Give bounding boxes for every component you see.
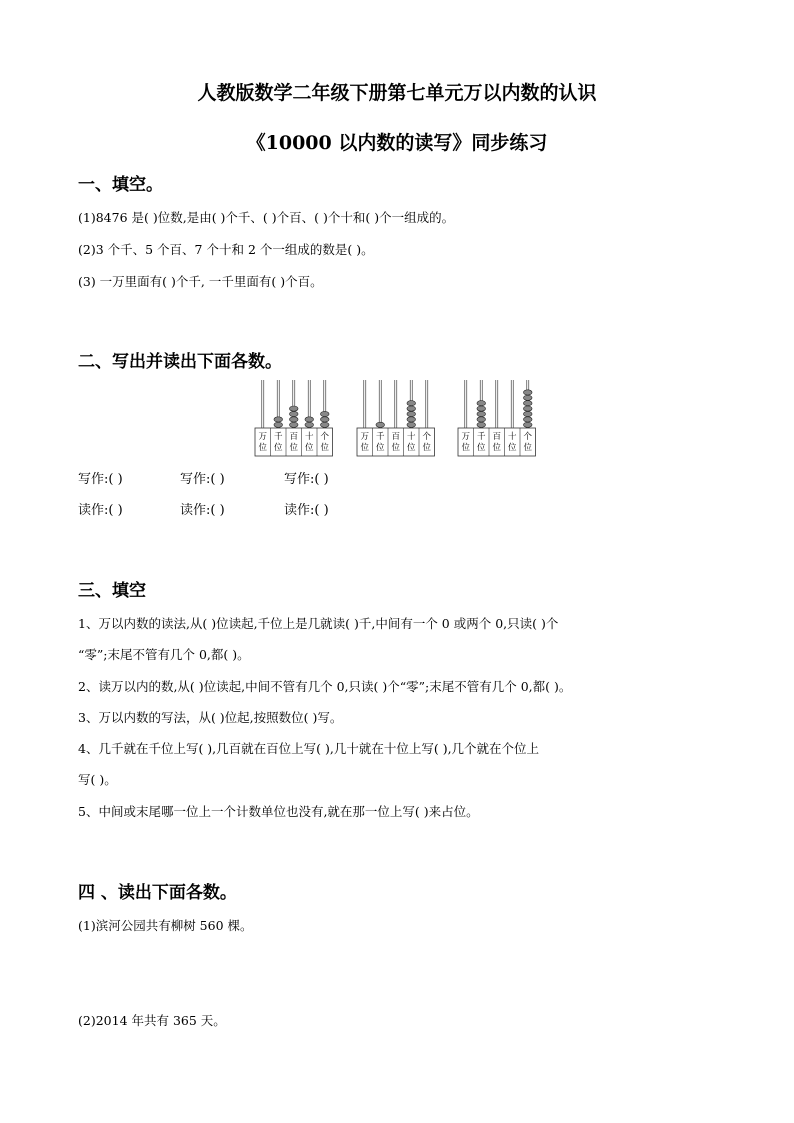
section2-heading: 二、写出并读出下面各数。 xyxy=(78,352,282,372)
abacus-bead xyxy=(477,422,486,427)
place-label: 位 xyxy=(320,443,330,453)
write-answer-1: 写作:( ) xyxy=(78,472,123,487)
place-label: 十 xyxy=(406,432,416,442)
section1-item: (1)8476 是( )位数,是由( )个千、( )个百、( )个十和( )个一组成的。 xyxy=(78,210,455,225)
place-label: 千 xyxy=(273,432,283,442)
abacus-bead xyxy=(289,406,298,411)
write-answer-3: 写作:( ) xyxy=(284,472,329,487)
abacus-bead xyxy=(477,401,486,406)
place-label: 千 xyxy=(375,432,385,442)
abacus-bead xyxy=(477,406,486,411)
section4-item: (2)2014 年共有 365 天。 xyxy=(78,1013,226,1028)
section4-heading: 四 、读出下面各数。 xyxy=(78,883,237,903)
abacus-bead xyxy=(320,417,329,422)
abacus-bead xyxy=(407,417,416,422)
read-answer-2: 读作:( ) xyxy=(180,503,225,518)
abacus-bead xyxy=(320,422,329,427)
place-label: 位 xyxy=(391,443,401,453)
section3-line: 写( )。 xyxy=(78,772,117,787)
abacus-bead xyxy=(289,422,298,427)
abacus-bead xyxy=(274,422,283,427)
place-label: 位 xyxy=(422,443,432,453)
section1-item: (3) 一万里面有( )个千, 一千里面有( )个百。 xyxy=(78,274,323,289)
section4-item: (1)滨河公园共有柳树 560 棵。 xyxy=(78,918,253,933)
abacus-bead xyxy=(407,411,416,416)
abacus-bead xyxy=(523,411,532,416)
place-label: 百 xyxy=(391,432,401,442)
place-label: 百 xyxy=(492,432,502,442)
abacus-bead xyxy=(320,411,329,416)
abacus-bead xyxy=(305,422,314,427)
abacus-bead xyxy=(477,417,486,422)
abacus xyxy=(458,380,536,456)
abacus xyxy=(255,380,333,456)
abacus-bead xyxy=(289,417,298,422)
place-label: 位 xyxy=(523,443,533,453)
abacus-bead xyxy=(523,422,532,427)
abacus-bead xyxy=(407,422,416,427)
abacus-bead xyxy=(523,395,532,400)
place-label: 位 xyxy=(406,443,416,453)
section3-line: 2、读万以内的数,从( )位读起,中间不管有几个 0,只读( )个“零”;末尾不管有几个 0,都( )。 xyxy=(78,679,572,694)
abacus-diagrams xyxy=(0,375,794,465)
abacus-bead xyxy=(289,411,298,416)
page-title: 人教版数学二年级下册第七单元万以内数的认识 xyxy=(197,82,597,104)
place-label: 位 xyxy=(289,443,299,453)
write-answer-2: 写作:( ) xyxy=(180,472,225,487)
page-subtitle: 《10000 以内数的读写》同步练习 xyxy=(246,132,548,154)
section1-heading: 一、填空。 xyxy=(78,175,163,195)
abacus-bead xyxy=(477,411,486,416)
abacus-bead xyxy=(523,390,532,395)
place-label: 十 xyxy=(304,432,314,442)
place-label: 位 xyxy=(304,443,314,453)
abacus-bead xyxy=(523,401,532,406)
read-answer-1: 读作:( ) xyxy=(78,503,123,518)
abacus-bead xyxy=(523,406,532,411)
read-answer-3: 读作:( ) xyxy=(284,503,329,518)
abacus-bead xyxy=(305,417,314,422)
place-label: 位 xyxy=(258,443,268,453)
place-label: 百 xyxy=(289,432,299,442)
place-label: 位 xyxy=(461,443,471,453)
place-label: 个 xyxy=(523,432,533,442)
place-label: 万 xyxy=(258,432,268,442)
place-label: 位 xyxy=(375,443,385,453)
place-label: 个 xyxy=(320,432,330,442)
section1-item: (2)3 个千、5 个百、7 个十和 2 个一组成的数是( )。 xyxy=(78,242,374,257)
abacus-bead xyxy=(523,417,532,422)
abacus-bead xyxy=(407,401,416,406)
place-label: 位 xyxy=(476,443,486,453)
place-label: 位 xyxy=(492,443,502,453)
section3-line: 3、万以内数的写法，从( )位起,按照数位( )写。 xyxy=(78,710,343,725)
section3-line: “零”;末尾不管有几个 0,都( )。 xyxy=(78,647,250,662)
place-label: 万 xyxy=(360,432,370,442)
section3-line: 5、中间或末尾哪一位上一个计数单位也没有,就在那一位上写( )来占位。 xyxy=(78,804,479,819)
place-label: 位 xyxy=(360,443,370,453)
abacus-bead xyxy=(376,422,385,427)
abacus xyxy=(357,380,435,456)
place-label: 位 xyxy=(273,443,283,453)
section3-heading: 三、填空 xyxy=(78,581,146,601)
place-label: 位 xyxy=(507,443,517,453)
place-label: 十 xyxy=(507,432,517,442)
section3-line: 1、万以内数的读法,从( )位读起,千位上是几就读( )千,中间有一个 0 或两个 0,只读( )个 xyxy=(78,616,559,631)
abacus-bead xyxy=(407,406,416,411)
place-label: 万 xyxy=(461,432,471,442)
place-label: 千 xyxy=(476,432,486,442)
section3-line: 4、几千就在千位上写( ),几百就在百位上写( ),几十就在十位上写( ),几个就在个位上 xyxy=(78,741,540,756)
abacus-bead xyxy=(274,417,283,422)
place-label: 个 xyxy=(422,432,432,442)
